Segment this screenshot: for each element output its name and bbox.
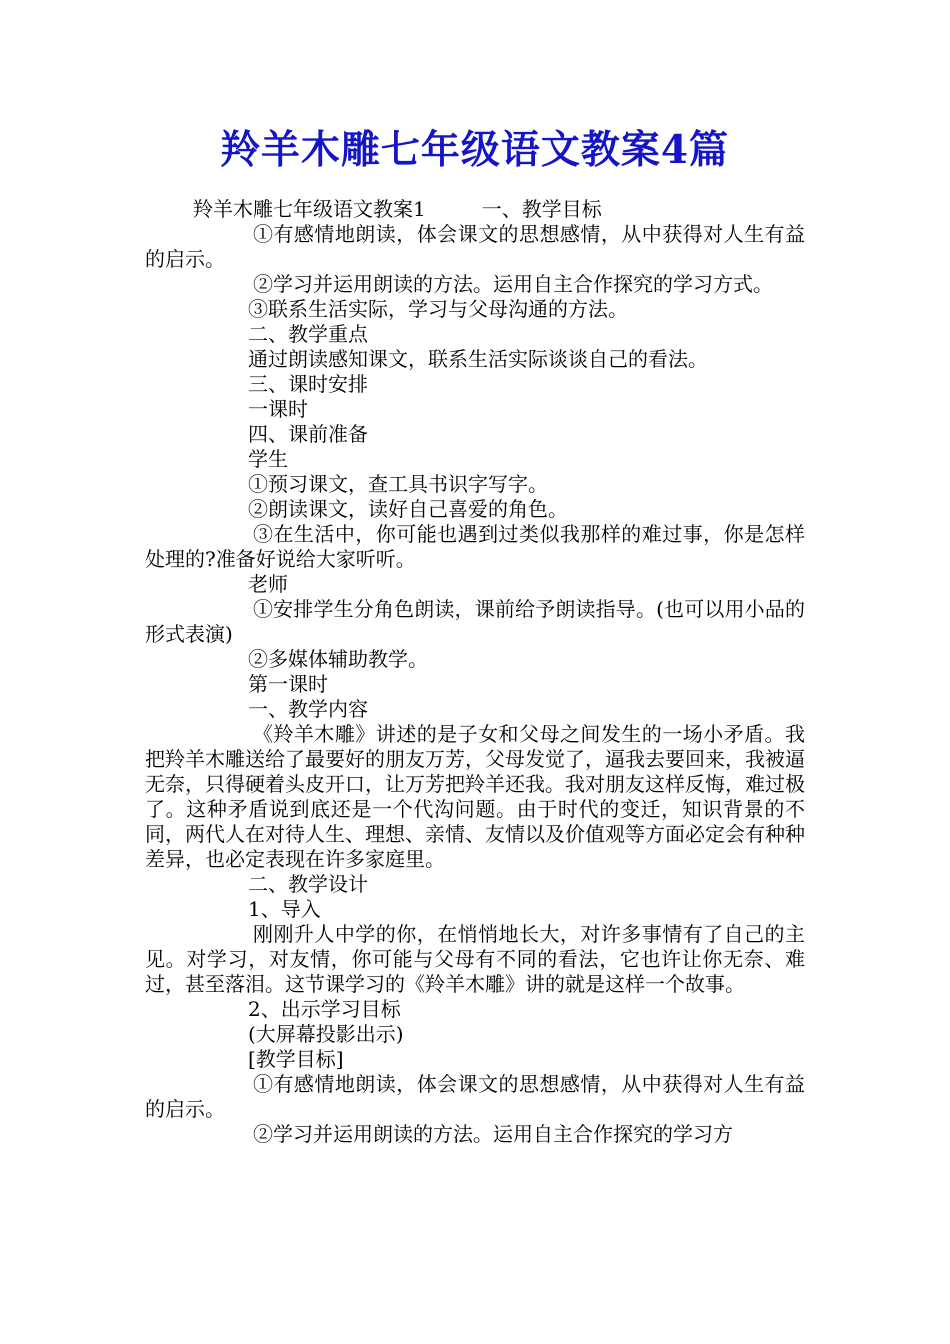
paragraph-8: 一课时 bbox=[248, 397, 308, 421]
paragraph-4: ③联系生活实际，学习与父母沟通的方法。 bbox=[248, 297, 628, 321]
paragraph-20: 二、教学设计 bbox=[248, 872, 368, 896]
paragraph-26: ①有感情地朗读，体会课文的思想感情，从中获得对人生有益的启示。 bbox=[145, 1072, 805, 1121]
paragraph-3: ②学习并运用朗读的方法。运用自主合作探究的学习方式。 bbox=[253, 272, 773, 296]
paragraph-10: 学生 bbox=[248, 447, 288, 471]
paragraph-21: 1、导入 bbox=[248, 897, 321, 921]
paragraph-16: ②多媒体辅助教学。 bbox=[248, 647, 428, 671]
paragraph-12: ②朗读课文，读好自己喜爱的角色。 bbox=[248, 497, 568, 521]
paragraph-27: ②学习并运用朗读的方法。运用自主合作探究的学习方 bbox=[253, 1122, 733, 1146]
document-body bbox=[145, 197, 805, 1147]
paragraph-15: ①安排学生分角色朗读，课前给予朗读指导。(也可以用小品的形式表演) bbox=[145, 597, 805, 646]
paragraph-9: 四、课前准备 bbox=[248, 422, 368, 446]
paragraph-13: ③在生活中，你可能也遇到过类似我那样的难过事，你是怎样处理的?准备好说给大家听听。 bbox=[145, 522, 805, 571]
paragraph-24: (大屏幕投影出示) bbox=[248, 1022, 404, 1046]
paragraph-2: ①有感情地朗读，体会课文的思想感情，从中获得对人生有益的启示。 bbox=[145, 222, 805, 271]
section-heading: 一、教学目标 bbox=[481, 197, 602, 221]
paragraph-11: ①预习课文，查工具书识字写字。 bbox=[248, 472, 548, 496]
lesson-heading: 羚羊木雕七年级语文教案1 bbox=[193, 197, 426, 221]
paragraph-23: 2、出示学习目标 bbox=[248, 997, 401, 1021]
paragraph-19: 《羚羊木雕》讲述的是子女和父母之间发生的一场小矛盾。我把羚羊木雕送给了最要好的朋友万芳，父母发觉了，逼我去要回来，我被逼无奈，只得硬着头皮开口，让万芳把羚羊还我。我对朋友这样反悔，难过极了。这种矛盾说到底还是一个代沟问题。由于时代的变迁，知识背景的不同，两代人在对待人生、理想、亲情、友情以及价值观等方面必定会有种种差异，也必定表现在许多家庭里。 bbox=[145, 722, 805, 871]
paragraph-7: 三、课时安排 bbox=[248, 372, 368, 396]
paragraph-1 bbox=[145, 197, 805, 222]
paragraph-25: [教学目标] bbox=[248, 1047, 344, 1071]
paragraph-17: 第一课时 bbox=[248, 672, 328, 696]
paragraph-18: 一、教学内容 bbox=[248, 697, 368, 721]
paragraph-5: 二、教学重点 bbox=[248, 322, 368, 346]
paragraph-6: 通过朗读感知课文，联系生活实际谈谈自己的看法。 bbox=[248, 347, 708, 371]
paragraph-22: 刚刚升人中学的你，在悄悄地长大，对许多事情有了自己的主见。对学习，对友情，你可能与父母有不同的看法，它也许让你无奈、难过，甚至落泪。这节课学习的《羚羊木雕》讲的就是这样一个故事。 bbox=[145, 922, 805, 996]
paragraph-14: 老师 bbox=[248, 572, 288, 596]
document-title: 羚羊木雕七年级语文教案4篇 bbox=[220, 127, 730, 173]
